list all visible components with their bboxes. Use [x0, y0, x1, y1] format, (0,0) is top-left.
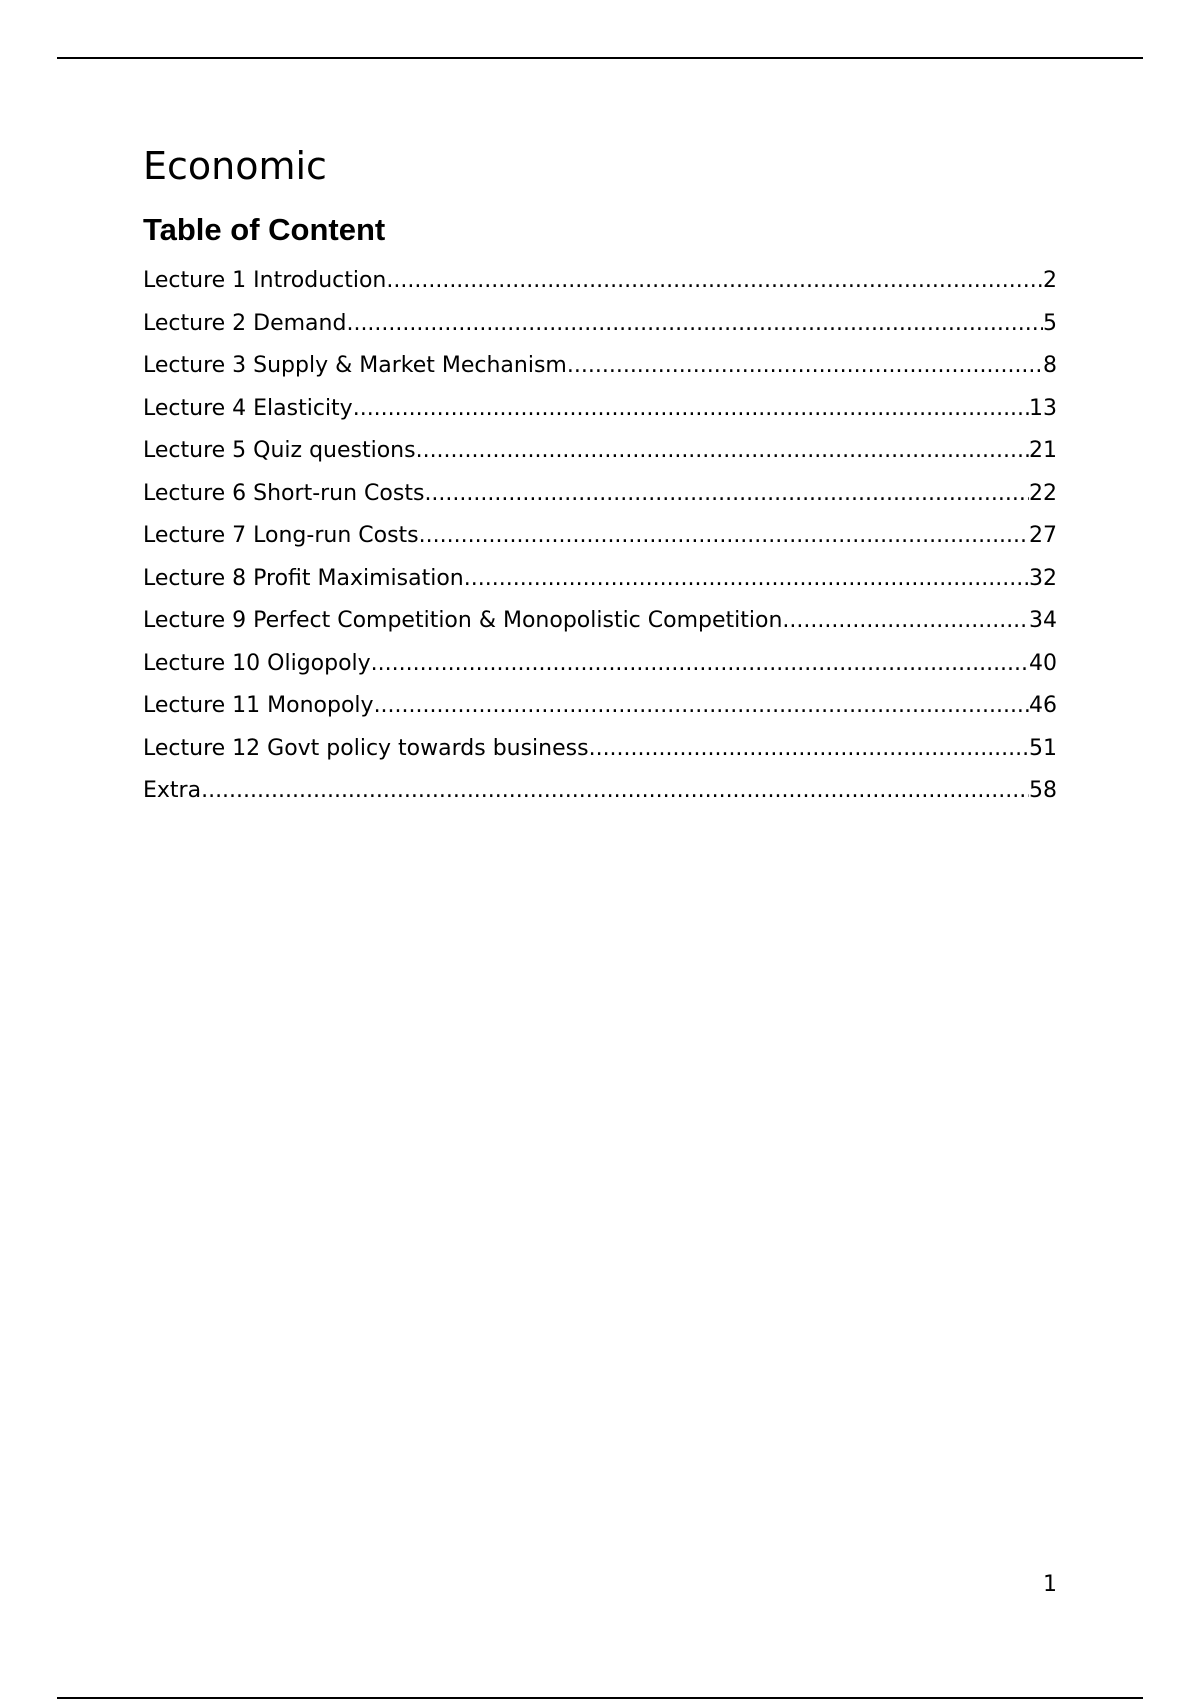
toc-entry[interactable]: [143, 728, 1057, 771]
toc-entry-page: 32: [1029, 565, 1057, 591]
toc-entry-label: Lecture 12 Govt policy towards business: [143, 735, 589, 761]
toc-entry[interactable]: [143, 558, 1057, 601]
toc-entry-label: Lecture 5 Quiz questions: [143, 438, 416, 463]
toc-dot-leader: [346, 303, 1043, 346]
toc-entry[interactable]: [143, 345, 1057, 388]
toc-entry-label: Lecture 2 Demand: [143, 310, 347, 336]
toc-entry[interactable]: [143, 260, 1057, 303]
toc-heading: Table of Content: [143, 212, 386, 247]
header-rule: [57, 57, 1143, 59]
toc-dot-leader: [353, 388, 1029, 431]
toc-entry-page: 58: [1029, 778, 1057, 803]
toc-entry-label: Lecture 8 Profit Maximisation: [143, 565, 464, 591]
toc-dot-leader: [386, 260, 1043, 303]
toc-entry-page: 27: [1029, 523, 1057, 548]
toc-entry[interactable]: [143, 685, 1057, 728]
toc-entry[interactable]: [143, 643, 1057, 686]
toc-entry-page: 22: [1029, 480, 1057, 506]
toc-entry-label: Lecture 6 Short-run Costs: [143, 480, 425, 506]
toc-entry[interactable]: [143, 303, 1057, 346]
toc-entry-page: 51: [1029, 735, 1057, 761]
toc-entry-label: Lecture 7 Long-run Costs: [143, 523, 419, 548]
page-content: [143, 140, 1057, 813]
toc-entry-page: 8: [1043, 353, 1057, 378]
toc-entry-page: 21: [1029, 438, 1057, 463]
toc-dot-leader: [371, 643, 1029, 686]
toc-entry-page: 5: [1043, 310, 1057, 336]
toc-dot-leader: [374, 685, 1029, 728]
toc-entry[interactable]: [143, 515, 1057, 558]
toc-dot-leader: [782, 600, 1029, 643]
toc-entry[interactable]: [143, 600, 1057, 643]
toc-dot-leader: [201, 770, 1029, 813]
toc-entry-page: 13: [1029, 395, 1057, 421]
toc-entry-label: Extra: [143, 778, 202, 803]
toc-dot-leader: [589, 728, 1029, 771]
toc-entry-label: Lecture 1 Introduction: [143, 268, 387, 293]
document-title: Economic: [143, 144, 327, 188]
toc-entry[interactable]: [143, 473, 1057, 516]
toc-dot-leader: [419, 515, 1029, 558]
toc-entry-label: Lecture 9 Perfect Competition & Monopolistic Competition: [143, 608, 783, 633]
toc-entry-label: Lecture 4 Elasticity: [143, 395, 353, 421]
toc-entry-label: Lecture 11 Monopoly: [143, 693, 374, 718]
toc-dot-leader: [424, 473, 1029, 516]
toc-entry-page: 40: [1029, 650, 1057, 676]
toc-entry-label: Lecture 3 Supply & Market Mechanism: [143, 353, 567, 378]
page-number: 1: [1043, 1572, 1057, 1597]
toc-entry[interactable]: [143, 430, 1057, 473]
toc-entry-page: 34: [1029, 608, 1057, 633]
toc-entry[interactable]: [143, 388, 1057, 431]
toc-entry-page: 2: [1043, 268, 1057, 293]
toc-dot-leader: [464, 558, 1029, 601]
toc-entry-page: 46: [1029, 693, 1057, 718]
table-of-contents: [143, 260, 1057, 813]
toc-dot-leader: [416, 430, 1029, 473]
footer-rule: [57, 1697, 1143, 1699]
toc-dot-leader: [567, 345, 1043, 388]
toc-entry[interactable]: [143, 770, 1057, 813]
toc-entry-label: Lecture 10 Oligopoly: [143, 650, 371, 676]
